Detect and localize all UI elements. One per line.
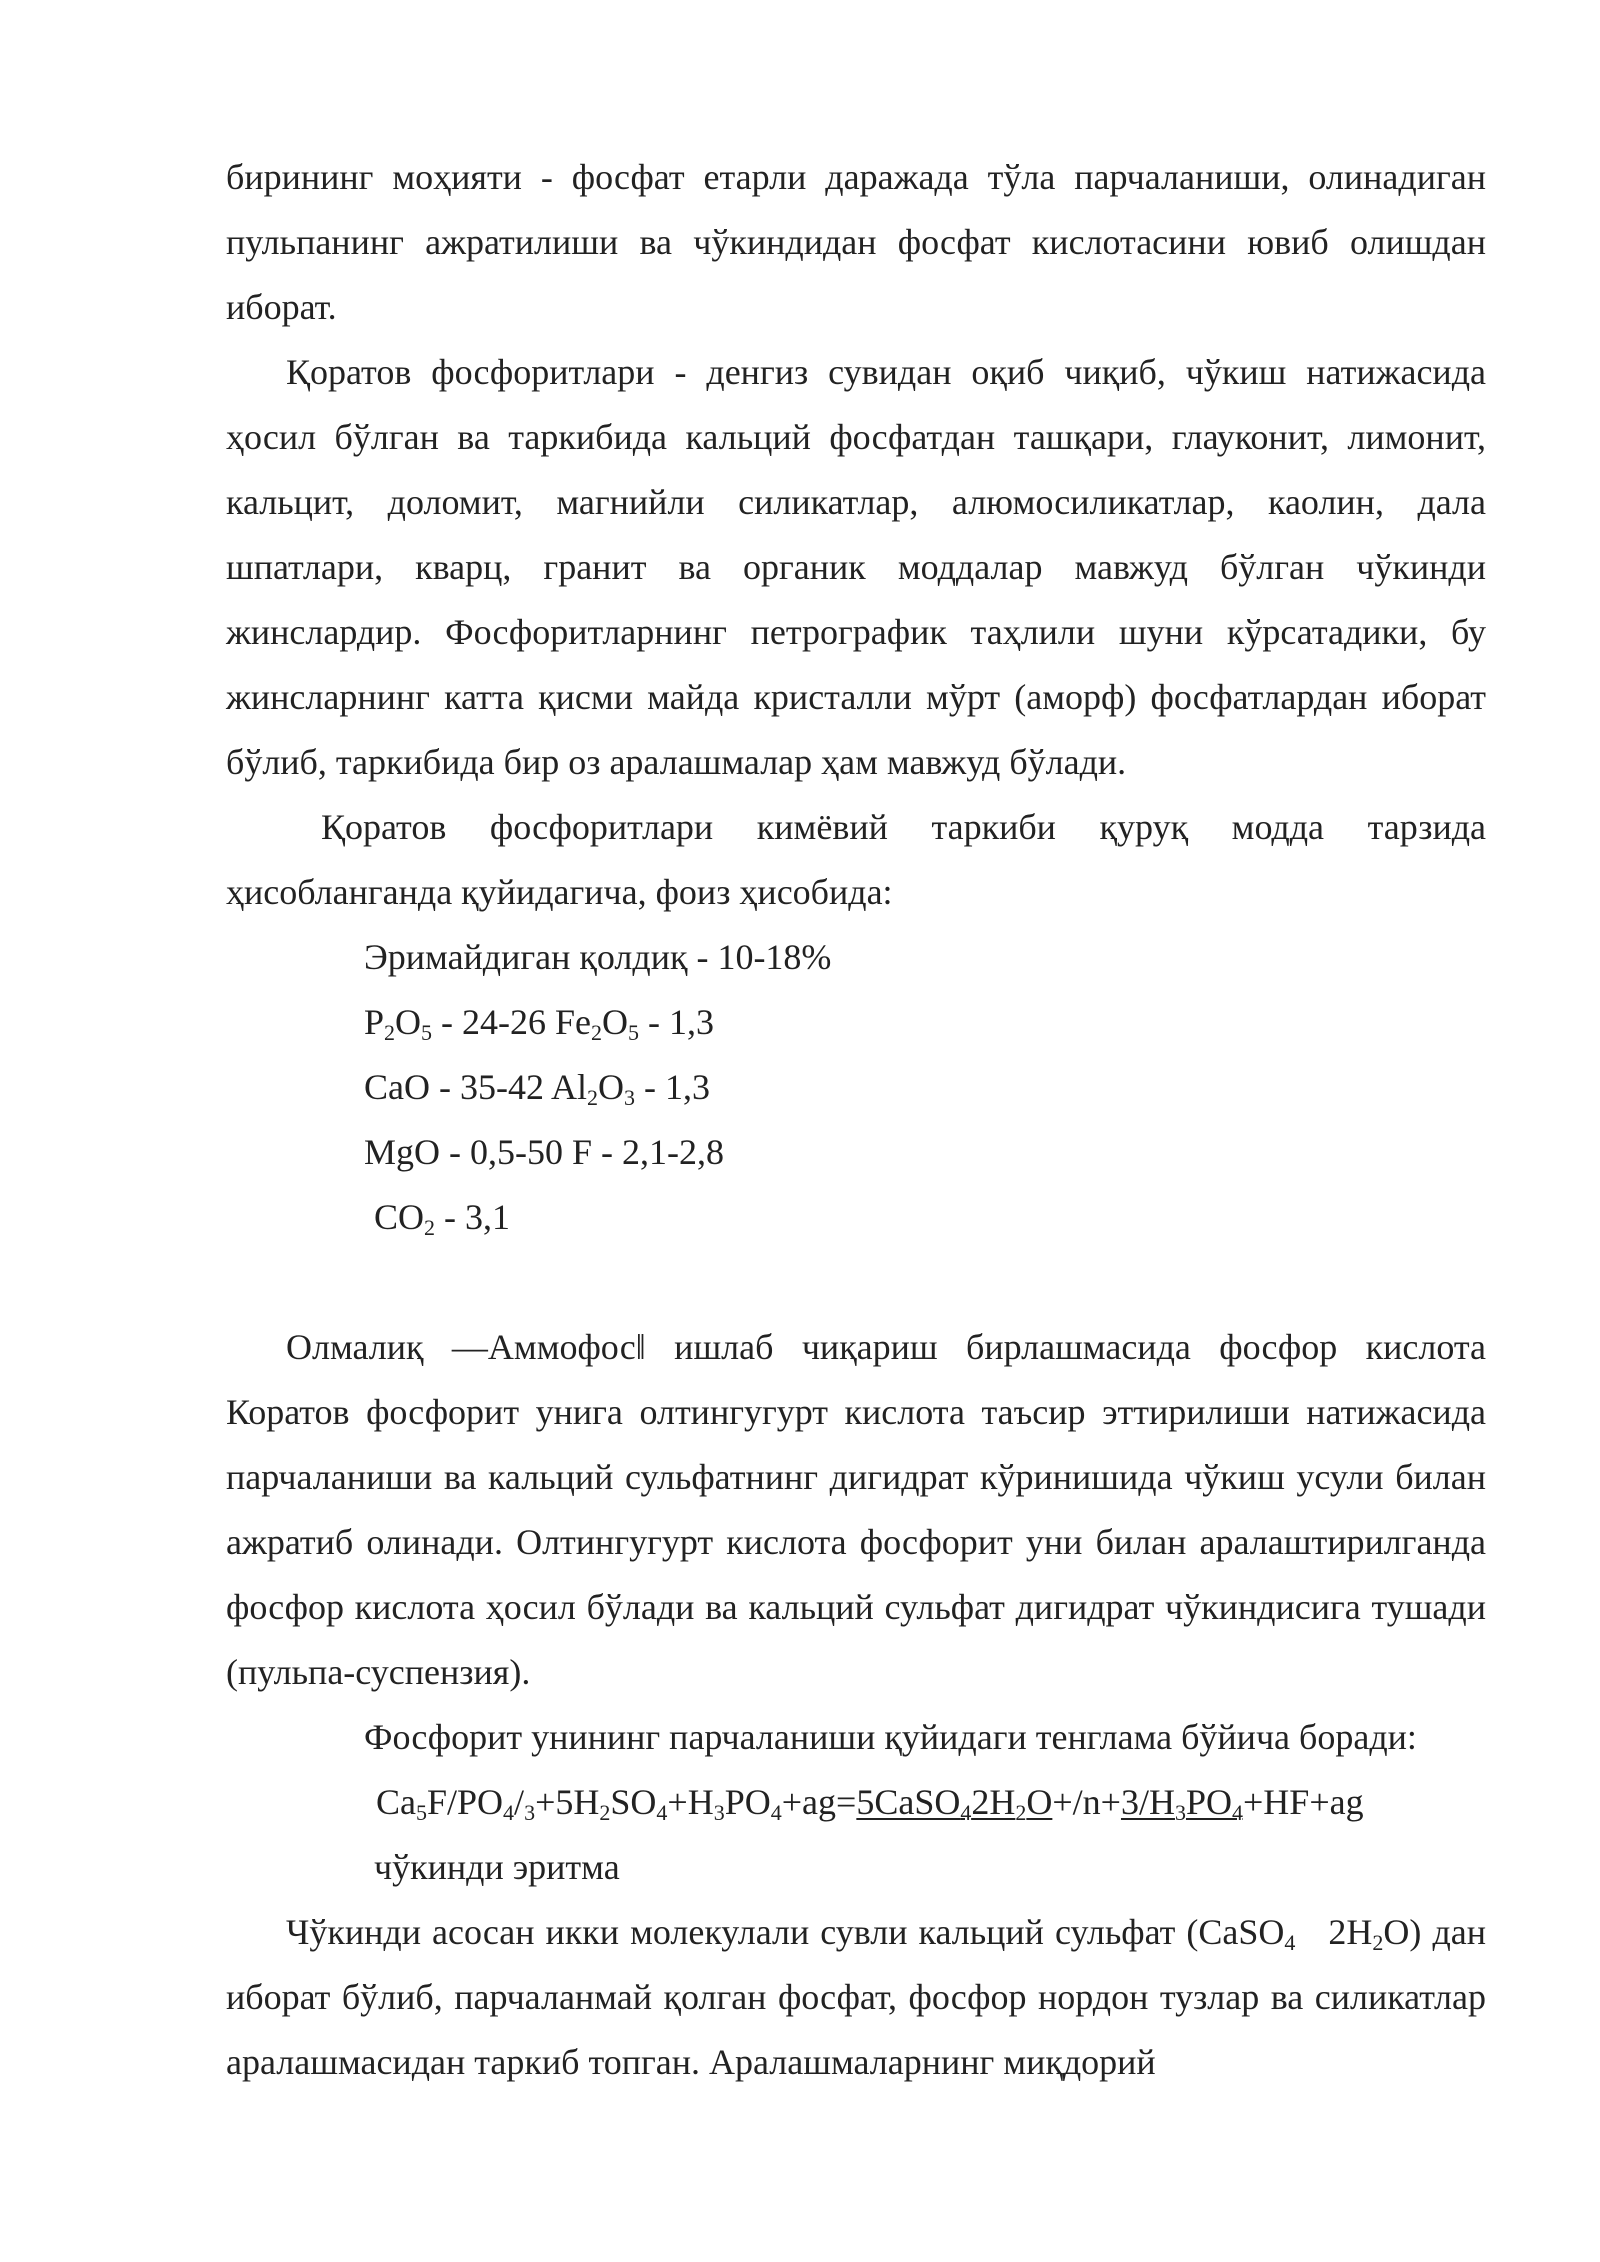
paragraph-composition-intro: Қоратов фосфоритлари кимёвий таркиби қуруқ модда тарзида ҳисобланганда қуйидагича, фоиз ҳисобида: (226, 807, 1486, 912)
precipitate-text-start: Чўкинди асосан икки молекулали сувли кальций сульфат (CaSO (286, 1912, 1285, 1952)
composition-cao-al2o3: CaO - 35-42 $Al_2O_3 - 1,3$ (364, 1067, 710, 1110)
cao-label: CaO (364, 1067, 430, 1107)
composition-mgo-f: MgO - 0,5-50 F - 2,1-2,8 (364, 1132, 724, 1172)
composition-p2o5-fe2o5: $P_2O_5 - 24-26$ $Fe_2O_5 - 1,3$ (364, 1002, 715, 1045)
p2o5-value: - 24-26 (441, 1002, 547, 1042)
paragraph-intro: бирининг моҳияти - фосфат етарли даражада тўла парчаланиши, олинадиган пульпанинг ажратилиши ва чўкиндидан фосфат кислотасини ювиб олишдан иборат. (226, 157, 1486, 327)
precipitate-text-end: дан иборат бўлиб, парчаланмай қолган фосфат, фосфор нордон тузлар ва силикатлар аралашмасидан таркиб топган. Аралашмаларнинг миқдорий (226, 1912, 1486, 2082)
paragraph-ammophos-process: Олмалиқ ―Аммофос‖ ишлаб чиқариш бирлашмасида фосфор кислота Коратов фосфорит унига олтингугурт кислота таъсир эттирилиши натижасида парчаланиши ва кальций сульфатнинг дигидрат кўринишида чўкиш усули билан ажратиб олинади. Олтингугурт кислота фосфорит уни билан аралаштирилганда фосфор кислота ҳосил бўлади ва кальций сульфат дигидрат чўкиндисига тушади (пульпа-суспензия). (226, 1327, 1486, 1692)
paragraph-karatau-description: Қоратов фосфоритлари - денгиз сувидан оқиб чиқиб, чўкиш натижасида ҳосил бўлган ва таркибида кальций фосфатдан ташқари, глауконит, лимонит, кальцит, доломит, магнийли силикатлар, алюмосиликатлар, каолин, дала шпатлари, кварц, гранит ва органик моддалар мавжуд бўлган чўкинди жинслардир. Фосфоритларнинг петрографик таҳлили шуни кўрсатадики, бу жинсларнинг катта қисми майда кристалли мўрт (аморф) фосфатлардан иборат бўлиб, таркибида бир оз аралашмалар ҳам мавжуд бўлади. (226, 352, 1486, 782)
paragraph-precipitate: Чўкинди асосан икки молекулали сувли кальций сульфат (CaSO$_4$ $2H_2O$) дан иборат бўлиб, парчаланмай қолган фосфат, фосфор нордон тузлар ва силикатлар аралашмасидан таркиб топган. Аралашмаларнинг миқдорий (226, 1912, 1486, 2082)
composition-insoluble: Эримайдиган қолдиқ - 10-18% (364, 937, 832, 977)
chemical-equation: $Ca_5F/PO_4/_3+5H_2SO_4+H_3PO_4+ag=5CaSO_42H_2O+/n+3/H_3PO_4+HF+ag$ (376, 1782, 1364, 1825)
al2o3-value: - 1,3 (644, 1067, 710, 1107)
cao-value: - 35-42 (439, 1067, 544, 1107)
paragraph-equation-intro: Фосфорит унининг парчаланиши қуйидаги тенглама бўйича боради: (364, 1717, 1417, 1757)
fe2o5-value: - 1,3 (648, 1002, 715, 1042)
equation-note: чўкинди эритма (374, 1847, 620, 1887)
co2-value: - 3,1 (444, 1197, 511, 1237)
composition-co2: $CO_2 - 3,1$ (374, 1197, 511, 1240)
